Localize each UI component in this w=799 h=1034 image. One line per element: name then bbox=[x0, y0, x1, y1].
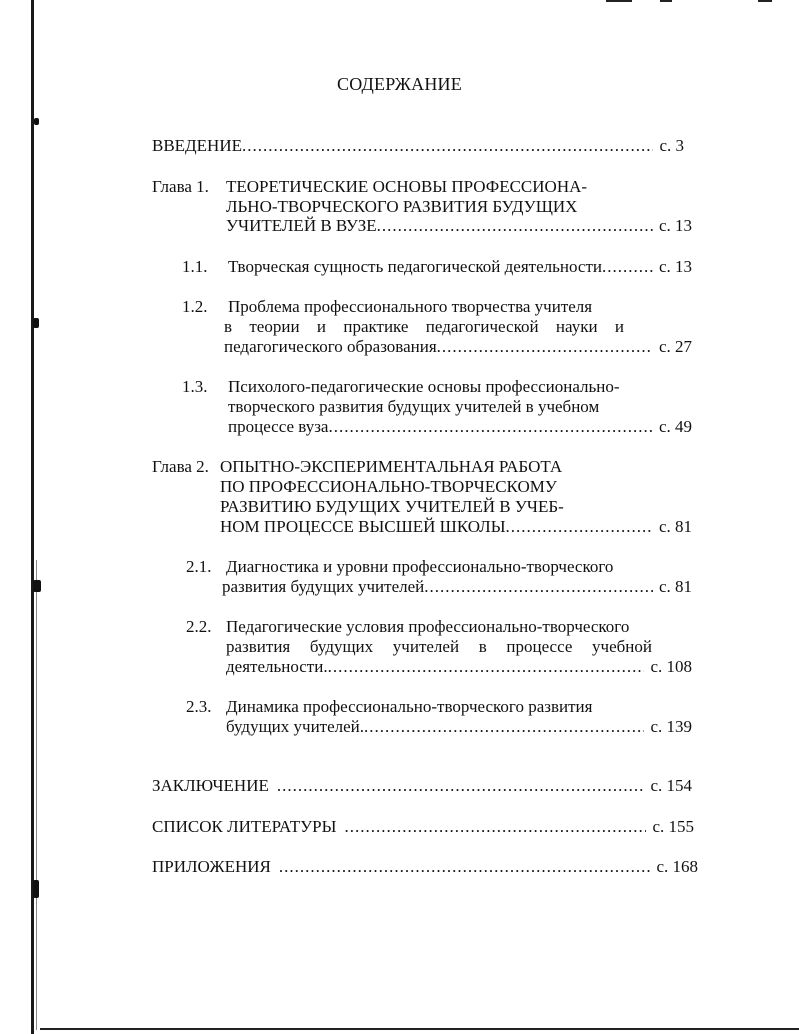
section-title-line: в теории и практике педагогической науки и bbox=[224, 317, 624, 336]
leader-dots bbox=[277, 776, 645, 796]
toc-entry-2-3-last bbox=[226, 717, 692, 737]
chapter-1-title-last bbox=[226, 216, 692, 236]
leader-dots bbox=[377, 216, 653, 236]
section-number: 1.1. bbox=[182, 257, 208, 276]
scan-top-mark bbox=[758, 0, 772, 2]
leader-dots bbox=[424, 577, 653, 597]
toc-entry-2-1-last bbox=[222, 577, 692, 597]
toc-entry-1-3-last bbox=[228, 417, 692, 437]
section-title-line: процессе вуза bbox=[228, 417, 329, 436]
leader-dots bbox=[344, 817, 646, 837]
toc-page-number: с. 154 bbox=[650, 776, 692, 795]
toc-page-number: с. 13 bbox=[658, 216, 692, 235]
toc-entry-label: ПРИЛОЖЕНИЯ bbox=[152, 857, 271, 876]
section-title-line: Творческая сущность педагогической деятельности bbox=[228, 257, 602, 276]
leader-dots bbox=[242, 136, 653, 156]
leader-dots bbox=[602, 257, 653, 277]
section-title-line: будущих учителей. bbox=[226, 717, 365, 736]
scan-blot bbox=[34, 118, 39, 125]
chapter-1-title-line: УЧИТЕЛЕЙ В ВУЗЕ bbox=[226, 216, 377, 235]
chapter-2-label: Глава 2. bbox=[152, 457, 209, 476]
scan-blot bbox=[33, 318, 39, 328]
section-number: 1.3. bbox=[182, 377, 208, 396]
leader-dots bbox=[364, 717, 644, 737]
scan-blot bbox=[33, 880, 39, 898]
toc-page-number: с. 49 bbox=[658, 417, 692, 436]
toc-page-number: с. 3 bbox=[659, 136, 684, 155]
section-title-line: деятельности. bbox=[226, 657, 328, 676]
section-title-line: развития будущих учителей bbox=[222, 577, 425, 596]
toc-entry-1-2-last bbox=[224, 337, 692, 357]
scan-left-edge-secondary bbox=[36, 560, 37, 1030]
toc-page-number: с. 168 bbox=[656, 857, 698, 876]
chapter-2-title-line: НОМ ПРОЦЕССЕ ВЫСШЕЙ ШКОЛЫ bbox=[220, 517, 506, 536]
toc-entry-label: ЗАКЛЮЧЕНИЕ bbox=[152, 776, 269, 795]
chapter-2-title-last bbox=[220, 517, 692, 537]
scan-left-edge bbox=[31, 0, 34, 1034]
toc-entry-1-1 bbox=[228, 257, 692, 277]
toc-entry-2-2-last bbox=[226, 657, 692, 677]
toc-entry-references bbox=[152, 817, 694, 837]
toc-page-number: с. 81 bbox=[658, 517, 692, 536]
scan-top-mark bbox=[660, 0, 672, 2]
leader-dots bbox=[328, 417, 652, 437]
section-number: 1.2. bbox=[182, 297, 208, 316]
leader-dots bbox=[328, 657, 645, 677]
scan-top-mark bbox=[606, 0, 632, 2]
toc-page-number: с. 27 bbox=[658, 337, 692, 356]
chapter-1-title-line: ТЕОРЕТИЧЕСКИЕ ОСНОВЫ ПРОФЕССИОНА- bbox=[226, 177, 588, 196]
section-title-line: Проблема профессионального творчества учителя bbox=[228, 297, 593, 316]
chapter-1-title-line: ЛЬНО-ТВОРЧЕСКОГО РАЗВИТИЯ БУДУЩИХ bbox=[226, 197, 578, 216]
section-title-line: педагогического образования bbox=[224, 337, 437, 356]
page-title: СОДЕРЖАНИЕ bbox=[337, 74, 462, 94]
section-number: 2.1. bbox=[186, 557, 212, 576]
toc-page-number: с. 108 bbox=[650, 657, 692, 676]
toc-entry-label: ВВЕДЕНИЕ bbox=[152, 136, 242, 155]
toc-entry-label: СПИСОК ЛИТЕРАТУРЫ bbox=[152, 817, 337, 836]
section-title-line: Динамика профессионально-творческого развития bbox=[226, 697, 593, 716]
toc-entry-conclusion bbox=[152, 776, 692, 796]
toc-page-number: с. 13 bbox=[658, 257, 692, 276]
section-title-line: Психолого-педагогические основы профессионально- bbox=[228, 377, 620, 396]
section-title-line: Педагогические условия профессионально-творческого bbox=[226, 617, 630, 636]
section-title-line: Диагностика и уровни профессионально-творческого bbox=[226, 557, 614, 576]
chapter-2-title-line: РАЗВИТИЮ БУДУЩИХ УЧИТЕЛЕЙ В УЧЕБ- bbox=[220, 497, 564, 516]
section-number: 2.3. bbox=[186, 697, 212, 716]
scan-bottom-edge bbox=[40, 1028, 799, 1030]
leader-dots bbox=[279, 857, 651, 877]
toc-page-number: с. 155 bbox=[652, 817, 694, 836]
section-title-line: развития будущих учителей в процессе учебной bbox=[226, 637, 652, 656]
leader-dots bbox=[437, 337, 653, 357]
chapter-2-title-line: ОПЫТНО-ЭКСПЕРИМЕНТАЛЬНАЯ РАБОТА bbox=[220, 457, 563, 476]
toc-entry-appendices bbox=[152, 857, 698, 877]
leader-dots bbox=[506, 517, 653, 537]
chapter-2-title-line: ПО ПРОФЕССИОНАЛЬНО-ТВОРЧЕСКОМУ bbox=[220, 477, 557, 496]
toc-page-number: с. 139 bbox=[650, 717, 692, 736]
toc-page-number: с. 81 bbox=[658, 577, 692, 596]
scan-blot bbox=[33, 580, 41, 592]
section-number: 2.2. bbox=[186, 617, 212, 636]
chapter-1-label: Глава 1. bbox=[152, 177, 209, 196]
section-title-line: творческого развития будущих учителей в учебном bbox=[228, 397, 600, 416]
toc-entry-intro bbox=[152, 136, 684, 156]
